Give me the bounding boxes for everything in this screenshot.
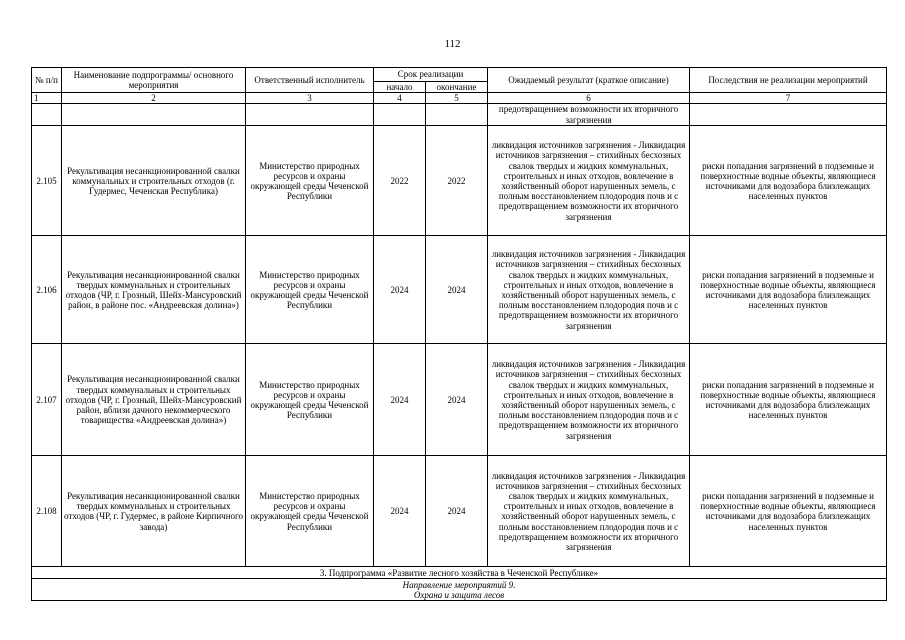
continuation-text: предотвращением возможности их вторичного загрязнения [488,104,690,126]
row-name: Рекультивация несанкционированной свалки твердых коммунальных и строительных отходов (ЧР, г. Грозный, Шейх-Мансуровский район, в районе пос. «Андреевская долина») [62,236,246,344]
row-executor: Министерство природных ресурсов и охраны окружающей среды Чеченской Республики [246,456,374,567]
row-number: 2.106 [32,236,62,344]
row-result: ликвидация источников загрязнения - Ликвидация источников загрязнения – стихийных бесхозных свалок твердых и жидких коммунальных, строительных и иных отходов, вовлечение в хозяйственный оборот нарушенных земель, с полным восстановлением плодородия почв и с предотвращением возможности их вторичного загрязнения [488,344,690,456]
header-consequences: Последствия не реализации мероприятий [690,68,887,93]
row-end: 2024 [426,456,488,567]
header-end: окончание [426,82,488,93]
row-consequences: риски попадания загрязнений в подземные и поверхностные водные объекты, являющиеся источниками для водозабора близлежащих населенных пунктов [690,344,887,456]
direction-cell [32,579,887,601]
row-start: 2024 [374,456,426,567]
column-index: 6 [488,93,690,104]
row-name: Рекультивация несанкционированной свалки твердых коммунальных и строительных отходов (ЧР, г. Гудермес, в районе Кирпичного завода) [62,456,246,567]
table-row [32,126,887,236]
column-index: 1 [32,93,62,104]
subprogram-title: 3. Подпрограмма «Развитие лесного хозяйства в Чеченской Республике» [32,567,887,579]
row-executor: Министерство природных ресурсов и охраны окружающей среды Чеченской Республики [246,344,374,456]
header-period: Срок реализации [374,68,488,82]
row-start: 2024 [374,236,426,344]
page-number: 112 [444,38,461,50]
row-consequences: риски попадания загрязнений в подземные и поверхностные водные объекты, являющиеся источниками для водозабора близлежащих населенных пунктов [690,236,887,344]
row-start: 2024 [374,344,426,456]
header-row [32,68,887,82]
table-row [32,236,887,344]
column-index: 5 [426,93,488,104]
row-result: ликвидация источников загрязнения - Ликвидация источников загрязнения – стихийных бесхозных свалок твердых и жидких коммунальных, строительных и иных отходов, вовлечение в хозяйственный оборот нарушенных земель, с полным восстановлением плодородия почв и с предотвращением возможности их вторичного загрязнения [488,456,690,567]
column-index-row [32,93,887,104]
column-index: 4 [374,93,426,104]
continuation-row [32,104,887,126]
column-index: 7 [690,93,887,104]
row-number: 2.105 [32,126,62,236]
header-result: Ожидаемый результат (краткое описание) [488,68,690,93]
row-executor: Министерство природных ресурсов и охраны окружающей среды Чеченской Республики [246,236,374,344]
row-result: ликвидация источников загрязнения - Ликвидация источников загрязнения – стихийных бесхозных свалок твердых и жидких коммунальных, строительных и иных отходов, вовлечение в хозяйственный оборот нарушенных земель, с полным восстановлением плодородия почв и с предотвращением возможности их вторичного загрязнения [488,126,690,236]
direction-row [32,579,887,601]
row-consequences: риски попадания загрязнений в подземные и поверхностные водные объекты, являющиеся источниками для водозабора близлежащих населенных пунктов [690,456,887,567]
table-row [32,456,887,567]
row-name: Рекультивация несанкционированной свалки коммунальных и строительных отходов (г. Гудермес, Чеченская Республика) [62,126,246,236]
header-num: № п/п [32,68,62,93]
column-index: 2 [62,93,246,104]
subprogram-row [32,567,887,579]
row-number: 2.107 [32,344,62,456]
direction-subtitle: Охрана и защита лесов [413,589,505,600]
row-consequences: риски попадания загрязнений в подземные и поверхностные водные объекты, являющиеся источниками для водозабора близлежащих населенных пунктов [690,126,887,236]
row-number: 2.108 [32,456,62,567]
row-end: 2024 [426,344,488,456]
header-name: Наименование подпрограммы/ основного мероприятия [62,68,246,93]
row-start: 2022 [374,126,426,236]
row-end: 2024 [426,236,488,344]
column-index: 3 [246,93,374,104]
row-executor: Министерство природных ресурсов и охраны окружающей среды Чеченской Республики [246,126,374,236]
table-row [32,344,887,456]
header-executor: Ответственный исполнитель [246,68,374,93]
row-name: Рекультивация несанкционированной свалки твердых коммунальных и строительных отходов (ЧР, г. Грозный, Шейх-Мансуровский район, вблизи дачного некоммерческого товарищества «Андреевская долина») [62,344,246,456]
row-result: ликвидация источников загрязнения - Ликвидация источников загрязнения – стихийных бесхозных свалок твердых и жидких коммунальных, строительных и иных отходов, вовлечение в хозяйственный оборот нарушенных земель, с полным восстановлением плодородия почв и с предотвращением возможности их вторичного загрязнения [488,236,690,344]
direction-title: Направление мероприятий 9. [402,579,516,590]
program-table [31,67,887,601]
header-start: начало [374,82,426,93]
row-end: 2022 [426,126,488,236]
